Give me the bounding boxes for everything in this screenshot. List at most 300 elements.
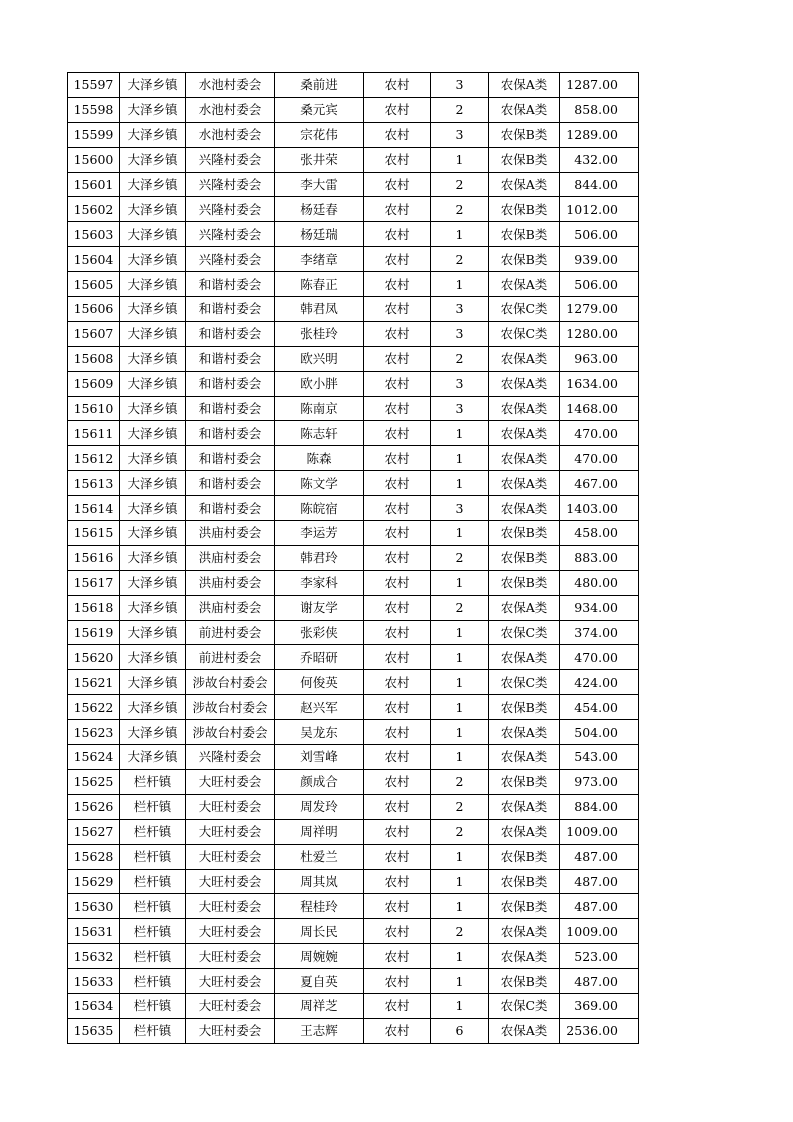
table-row <box>68 371 639 396</box>
member-count-cell: 1 <box>431 720 489 745</box>
person-name-cell: 周祥明 <box>275 819 364 844</box>
record-id-cell: 15628 <box>68 844 120 869</box>
table-row <box>68 471 639 496</box>
member-count-cell: 2 <box>431 794 489 819</box>
table-row <box>68 97 639 122</box>
amount-cell: 973.00 <box>560 769 639 794</box>
member-count-cell: 1 <box>431 670 489 695</box>
household-type-cell: 农村 <box>364 496 431 521</box>
insurance-category-cell: 农保B类 <box>489 197 560 222</box>
member-count-cell: 1 <box>431 521 489 546</box>
household-type-cell: 农村 <box>364 197 431 222</box>
household-type-cell: 农村 <box>364 670 431 695</box>
record-id-cell: 15612 <box>68 446 120 471</box>
household-type-cell: 农村 <box>364 172 431 197</box>
member-count-cell: 1 <box>431 993 489 1018</box>
record-id-cell: 15600 <box>68 147 120 172</box>
table-row <box>68 122 639 147</box>
village-committee-cell: 大旺村委会 <box>186 993 275 1018</box>
record-id-cell: 15597 <box>68 73 120 98</box>
household-type-cell: 农村 <box>364 993 431 1018</box>
village-committee-cell: 兴隆村委会 <box>186 147 275 172</box>
table-row <box>68 1018 639 1043</box>
insurance-category-cell: 农保B类 <box>489 844 560 869</box>
member-count-cell: 2 <box>431 97 489 122</box>
member-count-cell: 1 <box>431 471 489 496</box>
amount-cell: 506.00 <box>560 272 639 297</box>
member-count-cell: 3 <box>431 396 489 421</box>
insurance-category-cell: 农保A类 <box>489 471 560 496</box>
table-row <box>68 969 639 994</box>
member-count-cell: 1 <box>431 695 489 720</box>
amount-cell: 1280.00 <box>560 321 639 346</box>
table-row <box>68 595 639 620</box>
table-row <box>68 496 639 521</box>
person-name-cell: 张桂玲 <box>275 321 364 346</box>
amount-cell: 369.00 <box>560 993 639 1018</box>
village-committee-cell: 涉故台村委会 <box>186 695 275 720</box>
village-committee-cell: 洪庙村委会 <box>186 570 275 595</box>
member-count-cell: 1 <box>431 844 489 869</box>
household-type-cell: 农村 <box>364 371 431 396</box>
village-committee-cell: 前进村委会 <box>186 645 275 670</box>
record-id-cell: 15614 <box>68 496 120 521</box>
town-cell: 大泽乡镇 <box>120 396 186 421</box>
insurance-category-cell: 农保A类 <box>489 396 560 421</box>
member-count-cell: 2 <box>431 247 489 272</box>
town-cell: 栏杆镇 <box>120 794 186 819</box>
town-cell: 大泽乡镇 <box>120 421 186 446</box>
town-cell: 栏杆镇 <box>120 894 186 919</box>
insurance-category-cell: 农保B类 <box>489 570 560 595</box>
amount-cell: 1012.00 <box>560 197 639 222</box>
record-id-cell: 15608 <box>68 346 120 371</box>
table-row <box>68 844 639 869</box>
household-type-cell: 农村 <box>364 769 431 794</box>
village-committee-cell: 大旺村委会 <box>186 844 275 869</box>
table-row <box>68 197 639 222</box>
record-id-cell: 15617 <box>68 570 120 595</box>
household-type-cell: 农村 <box>364 595 431 620</box>
table-row <box>68 272 639 297</box>
insurance-category-cell: 农保C类 <box>489 297 560 322</box>
village-committee-cell: 和谐村委会 <box>186 496 275 521</box>
town-cell: 栏杆镇 <box>120 1018 186 1043</box>
record-id-cell: 15607 <box>68 321 120 346</box>
amount-cell: 480.00 <box>560 570 639 595</box>
amount-cell: 523.00 <box>560 944 639 969</box>
town-cell: 大泽乡镇 <box>120 545 186 570</box>
town-cell: 大泽乡镇 <box>120 247 186 272</box>
person-name-cell: 陈文学 <box>275 471 364 496</box>
record-id-cell: 15626 <box>68 794 120 819</box>
person-name-cell: 张彩侠 <box>275 620 364 645</box>
village-committee-cell: 和谐村委会 <box>186 446 275 471</box>
household-type-cell: 农村 <box>364 147 431 172</box>
amount-cell: 374.00 <box>560 620 639 645</box>
amount-cell: 884.00 <box>560 794 639 819</box>
person-name-cell: 王志辉 <box>275 1018 364 1043</box>
amount-cell: 504.00 <box>560 720 639 745</box>
table-row <box>68 645 639 670</box>
table-row <box>68 794 639 819</box>
table-row <box>68 670 639 695</box>
town-cell: 大泽乡镇 <box>120 172 186 197</box>
town-cell: 大泽乡镇 <box>120 371 186 396</box>
household-type-cell: 农村 <box>364 720 431 745</box>
town-cell: 大泽乡镇 <box>120 446 186 471</box>
town-cell: 栏杆镇 <box>120 869 186 894</box>
person-name-cell: 吴龙东 <box>275 720 364 745</box>
table-row <box>68 720 639 745</box>
household-type-cell: 农村 <box>364 97 431 122</box>
record-id-cell: 15627 <box>68 819 120 844</box>
insurance-category-cell: 农保A类 <box>489 272 560 297</box>
insurance-category-cell: 农保B类 <box>489 969 560 994</box>
town-cell: 大泽乡镇 <box>120 720 186 745</box>
record-id-cell: 15634 <box>68 993 120 1018</box>
village-committee-cell: 和谐村委会 <box>186 421 275 446</box>
village-committee-cell: 大旺村委会 <box>186 894 275 919</box>
town-cell: 大泽乡镇 <box>120 496 186 521</box>
village-committee-cell: 兴隆村委会 <box>186 247 275 272</box>
member-count-cell: 2 <box>431 545 489 570</box>
household-type-cell: 农村 <box>364 321 431 346</box>
person-name-cell: 韩君玲 <box>275 545 364 570</box>
amount-cell: 1009.00 <box>560 819 639 844</box>
village-committee-cell: 大旺村委会 <box>186 819 275 844</box>
record-id-cell: 15625 <box>68 769 120 794</box>
person-name-cell: 周其岚 <box>275 869 364 894</box>
record-id-cell: 15633 <box>68 969 120 994</box>
household-type-cell: 农村 <box>364 1018 431 1043</box>
person-name-cell: 陈森 <box>275 446 364 471</box>
village-committee-cell: 和谐村委会 <box>186 272 275 297</box>
amount-cell: 432.00 <box>560 147 639 172</box>
household-type-cell: 农村 <box>364 73 431 98</box>
person-name-cell: 韩君凤 <box>275 297 364 322</box>
member-count-cell: 1 <box>431 272 489 297</box>
record-id-cell: 15599 <box>68 122 120 147</box>
record-id-cell: 15603 <box>68 222 120 247</box>
member-count-cell: 3 <box>431 73 489 98</box>
village-committee-cell: 大旺村委会 <box>186 919 275 944</box>
town-cell: 大泽乡镇 <box>120 147 186 172</box>
town-cell: 栏杆镇 <box>120 819 186 844</box>
amount-cell: 458.00 <box>560 521 639 546</box>
town-cell: 大泽乡镇 <box>120 222 186 247</box>
person-name-cell: 周发玲 <box>275 794 364 819</box>
person-name-cell: 陈南京 <box>275 396 364 421</box>
table-row <box>68 919 639 944</box>
insurance-category-cell: 农保A类 <box>489 645 560 670</box>
record-id-cell: 15610 <box>68 396 120 421</box>
amount-cell: 467.00 <box>560 471 639 496</box>
table-row <box>68 521 639 546</box>
town-cell: 大泽乡镇 <box>120 620 186 645</box>
insurance-category-cell: 农保A类 <box>489 919 560 944</box>
record-id-cell: 15609 <box>68 371 120 396</box>
village-committee-cell: 大旺村委会 <box>186 869 275 894</box>
village-committee-cell: 大旺村委会 <box>186 969 275 994</box>
member-count-cell: 1 <box>431 222 489 247</box>
member-count-cell: 2 <box>431 819 489 844</box>
table-row <box>68 570 639 595</box>
record-id-cell: 15604 <box>68 247 120 272</box>
insurance-category-cell: 农保B类 <box>489 222 560 247</box>
record-id-cell: 15635 <box>68 1018 120 1043</box>
member-count-cell: 3 <box>431 297 489 322</box>
amount-cell: 487.00 <box>560 969 639 994</box>
village-committee-cell: 大旺村委会 <box>186 1018 275 1043</box>
person-name-cell: 杨廷春 <box>275 197 364 222</box>
household-type-cell: 农村 <box>364 869 431 894</box>
record-id-cell: 15631 <box>68 919 120 944</box>
household-type-cell: 农村 <box>364 645 431 670</box>
village-committee-cell: 兴隆村委会 <box>186 222 275 247</box>
insurance-category-cell: 农保A类 <box>489 421 560 446</box>
town-cell: 栏杆镇 <box>120 769 186 794</box>
table-row <box>68 396 639 421</box>
record-id-cell: 15606 <box>68 297 120 322</box>
village-committee-cell: 大旺村委会 <box>186 769 275 794</box>
table-row <box>68 446 639 471</box>
person-name-cell: 陈春正 <box>275 272 364 297</box>
household-type-cell: 农村 <box>364 421 431 446</box>
village-committee-cell: 前进村委会 <box>186 620 275 645</box>
town-cell: 大泽乡镇 <box>120 645 186 670</box>
person-name-cell: 李大雷 <box>275 172 364 197</box>
person-name-cell: 何俊英 <box>275 670 364 695</box>
village-committee-cell: 洪庙村委会 <box>186 545 275 570</box>
member-count-cell: 1 <box>431 570 489 595</box>
household-type-cell: 农村 <box>364 247 431 272</box>
town-cell: 大泽乡镇 <box>120 670 186 695</box>
person-name-cell: 赵兴军 <box>275 695 364 720</box>
amount-cell: 934.00 <box>560 595 639 620</box>
member-count-cell: 1 <box>431 869 489 894</box>
amount-cell: 963.00 <box>560 346 639 371</box>
town-cell: 大泽乡镇 <box>120 521 186 546</box>
village-committee-cell: 兴隆村委会 <box>186 745 275 770</box>
table-row <box>68 545 639 570</box>
member-count-cell: 1 <box>431 620 489 645</box>
village-committee-cell: 和谐村委会 <box>186 396 275 421</box>
record-id-cell: 15624 <box>68 745 120 770</box>
village-committee-cell: 和谐村委会 <box>186 321 275 346</box>
table-row <box>68 620 639 645</box>
village-committee-cell: 洪庙村委会 <box>186 521 275 546</box>
records-table <box>67 72 639 1044</box>
insurance-category-cell: 农保C类 <box>489 670 560 695</box>
person-name-cell: 欧兴明 <box>275 346 364 371</box>
insurance-category-cell: 农保A类 <box>489 172 560 197</box>
insurance-category-cell: 农保A类 <box>489 819 560 844</box>
amount-cell: 844.00 <box>560 172 639 197</box>
town-cell: 大泽乡镇 <box>120 695 186 720</box>
town-cell: 栏杆镇 <box>120 993 186 1018</box>
household-type-cell: 农村 <box>364 471 431 496</box>
person-name-cell: 周婉婉 <box>275 944 364 969</box>
village-committee-cell: 和谐村委会 <box>186 471 275 496</box>
village-committee-cell: 兴隆村委会 <box>186 172 275 197</box>
table-row <box>68 993 639 1018</box>
member-count-cell: 1 <box>431 421 489 446</box>
household-type-cell: 农村 <box>364 969 431 994</box>
table-row <box>68 321 639 346</box>
record-id-cell: 15605 <box>68 272 120 297</box>
table-row <box>68 222 639 247</box>
record-id-cell: 15619 <box>68 620 120 645</box>
insurance-category-cell: 农保A类 <box>489 496 560 521</box>
village-committee-cell: 涉故台村委会 <box>186 720 275 745</box>
member-count-cell: 2 <box>431 172 489 197</box>
record-id-cell: 15613 <box>68 471 120 496</box>
household-type-cell: 农村 <box>364 944 431 969</box>
insurance-category-cell: 农保A类 <box>489 1018 560 1043</box>
insurance-category-cell: 农保A类 <box>489 944 560 969</box>
table-row <box>68 695 639 720</box>
insurance-category-cell: 农保B类 <box>489 769 560 794</box>
household-type-cell: 农村 <box>364 521 431 546</box>
member-count-cell: 1 <box>431 969 489 994</box>
village-committee-cell: 大旺村委会 <box>186 944 275 969</box>
household-type-cell: 农村 <box>364 819 431 844</box>
amount-cell: 1403.00 <box>560 496 639 521</box>
village-committee-cell: 水池村委会 <box>186 122 275 147</box>
amount-cell: 1279.00 <box>560 297 639 322</box>
person-name-cell: 陈皖宿 <box>275 496 364 521</box>
household-type-cell: 农村 <box>364 844 431 869</box>
town-cell: 大泽乡镇 <box>120 272 186 297</box>
amount-cell: 858.00 <box>560 97 639 122</box>
household-type-cell: 农村 <box>364 446 431 471</box>
insurance-category-cell: 农保A类 <box>489 346 560 371</box>
village-committee-cell: 兴隆村委会 <box>186 197 275 222</box>
insurance-category-cell: 农保C类 <box>489 321 560 346</box>
town-cell: 大泽乡镇 <box>120 595 186 620</box>
town-cell: 大泽乡镇 <box>120 197 186 222</box>
record-id-cell: 15611 <box>68 421 120 446</box>
person-name-cell: 夏自英 <box>275 969 364 994</box>
amount-cell: 2536.00 <box>560 1018 639 1043</box>
record-id-cell: 15630 <box>68 894 120 919</box>
member-count-cell: 1 <box>431 645 489 670</box>
table-row <box>68 894 639 919</box>
table-row <box>68 346 639 371</box>
insurance-category-cell: 农保A类 <box>489 595 560 620</box>
amount-cell: 487.00 <box>560 894 639 919</box>
town-cell: 大泽乡镇 <box>120 122 186 147</box>
member-count-cell: 1 <box>431 745 489 770</box>
amount-cell: 1289.00 <box>560 122 639 147</box>
member-count-cell: 1 <box>431 446 489 471</box>
person-name-cell: 张井荣 <box>275 147 364 172</box>
village-committee-cell: 涉故台村委会 <box>186 670 275 695</box>
member-count-cell: 6 <box>431 1018 489 1043</box>
table-row <box>68 147 639 172</box>
member-count-cell: 1 <box>431 894 489 919</box>
household-type-cell: 农村 <box>364 396 431 421</box>
insurance-category-cell: 农保A类 <box>489 371 560 396</box>
household-type-cell: 农村 <box>364 122 431 147</box>
village-committee-cell: 水池村委会 <box>186 97 275 122</box>
person-name-cell: 李绪章 <box>275 247 364 272</box>
person-name-cell: 刘雪峰 <box>275 745 364 770</box>
person-name-cell: 周祥芝 <box>275 993 364 1018</box>
town-cell: 大泽乡镇 <box>120 346 186 371</box>
insurance-category-cell: 农保C类 <box>489 620 560 645</box>
town-cell: 大泽乡镇 <box>120 73 186 98</box>
household-type-cell: 农村 <box>364 794 431 819</box>
amount-cell: 939.00 <box>560 247 639 272</box>
town-cell: 大泽乡镇 <box>120 745 186 770</box>
member-count-cell: 2 <box>431 346 489 371</box>
record-id-cell: 15615 <box>68 521 120 546</box>
record-id-cell: 15629 <box>68 869 120 894</box>
table-row <box>68 421 639 446</box>
town-cell: 大泽乡镇 <box>120 471 186 496</box>
household-type-cell: 农村 <box>364 272 431 297</box>
table-row <box>68 745 639 770</box>
record-id-cell: 15618 <box>68 595 120 620</box>
member-count-cell: 2 <box>431 919 489 944</box>
amount-cell: 883.00 <box>560 545 639 570</box>
person-name-cell: 桑前进 <box>275 73 364 98</box>
household-type-cell: 农村 <box>364 545 431 570</box>
record-id-cell: 15622 <box>68 695 120 720</box>
insurance-category-cell: 农保B类 <box>489 147 560 172</box>
insurance-category-cell: 农保B类 <box>489 545 560 570</box>
record-id-cell: 15620 <box>68 645 120 670</box>
amount-cell: 506.00 <box>560 222 639 247</box>
insurance-category-cell: 农保A类 <box>489 73 560 98</box>
town-cell: 栏杆镇 <box>120 844 186 869</box>
person-name-cell: 李家科 <box>275 570 364 595</box>
village-committee-cell: 和谐村委会 <box>186 297 275 322</box>
table-row <box>68 172 639 197</box>
village-committee-cell: 水池村委会 <box>186 73 275 98</box>
amount-cell: 424.00 <box>560 670 639 695</box>
town-cell: 大泽乡镇 <box>120 297 186 322</box>
insurance-category-cell: 农保B类 <box>489 695 560 720</box>
town-cell: 栏杆镇 <box>120 919 186 944</box>
record-id-cell: 15621 <box>68 670 120 695</box>
town-cell: 栏杆镇 <box>120 969 186 994</box>
record-id-cell: 15632 <box>68 944 120 969</box>
table-row <box>68 247 639 272</box>
person-name-cell: 陈志轩 <box>275 421 364 446</box>
member-count-cell: 1 <box>431 147 489 172</box>
person-name-cell: 周长民 <box>275 919 364 944</box>
household-type-cell: 农村 <box>364 695 431 720</box>
table-row <box>68 944 639 969</box>
member-count-cell: 2 <box>431 769 489 794</box>
record-id-cell: 15616 <box>68 545 120 570</box>
member-count-cell: 3 <box>431 321 489 346</box>
amount-cell: 1468.00 <box>560 396 639 421</box>
household-type-cell: 农村 <box>364 297 431 322</box>
member-count-cell: 3 <box>431 496 489 521</box>
amount-cell: 470.00 <box>560 645 639 670</box>
insurance-category-cell: 农保C类 <box>489 993 560 1018</box>
insurance-category-cell: 农保A类 <box>489 720 560 745</box>
town-cell: 栏杆镇 <box>120 944 186 969</box>
amount-cell: 470.00 <box>560 446 639 471</box>
member-count-cell: 2 <box>431 595 489 620</box>
amount-cell: 1634.00 <box>560 371 639 396</box>
person-name-cell: 欧小胖 <box>275 371 364 396</box>
